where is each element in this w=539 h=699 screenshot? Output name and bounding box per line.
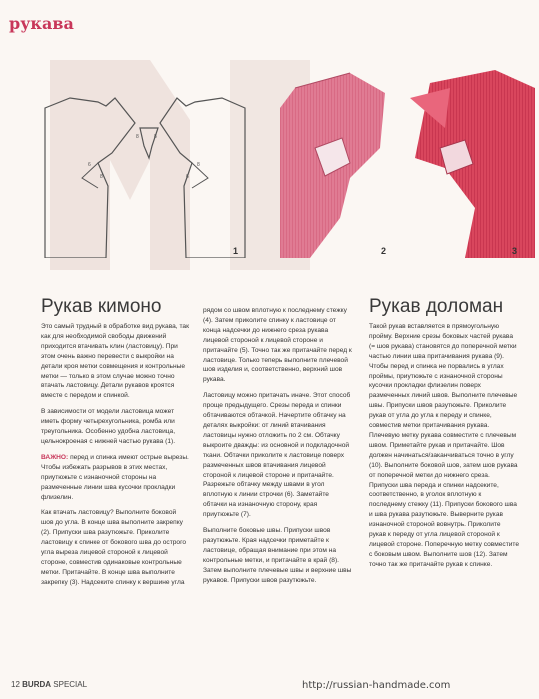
col3-para-1: Такой рукав вставляется в прямоугольную пройму. Верхние срезы боковых частей рукава (= шов рукава) становятся до поперечной метки частью линии шва притачивания рукава (9). Чтобы перед и спинка не порвались в углах проймы, приутюжьте с изнаночной стороны кусочки прокладки флизелин поверх размеченных линий швов. Выполните плечевые швы. Припуски швов разутюжьте. Приколите рукав от угла до угла к переду и спинке, совместив метки притачивания рукава. Плечевую метку рукава совместите с плечевым швом. Приметайте рукав и притачайте. Шов должен начинаться/заканчиваться точно в углу (10). Выполните боковой шов, затем шов рукава от поперечной метки до нижнего среза. Припуски шва переда и спинки надсеките, соответственно, в уголок вплотную к последнему стежку (11). Припуски бокового шва и шва рукава разутюжьте. Выверните рукав изнаночной стороной вовнутрь. Приколите рукав к переду от угла лицевой стороной к лицевой стороне. Поперечную метку совместите с боковым швом. Выполните шов (12). Затем точно так же притачайте рукав к спинке.	[369, 323, 520, 568]
section-title: рукава	[9, 14, 74, 33]
column-2	[203, 306, 353, 591]
column-1	[41, 322, 189, 594]
figure-2-photo	[280, 68, 390, 258]
svg-text:6: 6	[186, 174, 189, 180]
figure-3-photo	[405, 68, 535, 258]
col2-para-1: рядом со швом вплотную к последнему стежку (4). Затем приколите спинку к ластовице от конца надсечки до нижнего среза рукава лицевой стороной к лицевой стороне и притачайте (5). Точно так же притачайте перед к ластовице. Только теперь выполните плечевой шов изделия и, соответственно, верхний шов рукава.	[203, 307, 352, 384]
col1-para-3: Как втачать ластовицу? Выполните боковой шов до угла. В конце шва выполните закрепку (2). Припуски шва разутюжьте. Приколите ластовицу к спинке от бокового шва до острого угла выреза лицевой стороной к лицевой стороне, совместив одинаковые контрольные метки. Притачайте. В конце шва выполните закрепку (3). Надсеките спинку к вершине угла	[41, 509, 186, 586]
column-3	[369, 322, 519, 576]
page-footer	[11, 680, 87, 689]
figure-1-diagram	[40, 68, 250, 258]
heading-kimono: Рукав кимоно	[41, 296, 162, 317]
figure-1-number: 1	[233, 246, 239, 256]
heading-dolman: Рукав доломан	[369, 296, 504, 317]
svg-text:8: 8	[136, 134, 139, 140]
svg-text:6: 6	[88, 162, 91, 168]
col1-para-1: Это самый трудный в обработке вид рукава, так как для необходимой свободы движений приходится втачивать клин (ластовицу). При этом очень важно перевести с выкройки на детали кроя метки совмещения и контрольные метки — только в этом случае можно точно втачать ластовицу. Детали рукавов кроятся вместе с передом и спинкой.	[41, 323, 189, 400]
figure-2-number: 2	[381, 246, 387, 256]
col1-para-2: В зависимости от модели ластовица может иметь форму четырехугольника, ромба или треугольника. Особенно удобна ластовица, цельнокроеная с нижней частью рукава (1).	[41, 408, 176, 445]
svg-text:8: 8	[100, 174, 103, 180]
page-number: 12	[11, 680, 20, 689]
svg-text:8: 8	[154, 134, 157, 140]
magazine-brand: BURDA	[22, 680, 52, 689]
col2-para-3: Выполните боковые швы. Припуски швов разутюжьте. Края надсечки приметайте к ластовице, обращая внимание при этом на контрольные метки, и притачайте в край (8). Затем выполните плечевые швы и верхние швы рукавов. Припуски швов разутюжьте.	[203, 527, 352, 584]
svg-text:8: 8	[197, 162, 200, 168]
warning-text: перед и спинка имеют острые вырезы. Чтобы избежать разрывов в этих местах, приутюжьте с изнаночной стороны на размеченные линии шва кусочки прокладки флизелин.	[41, 453, 189, 501]
figure-3-number: 3	[512, 246, 518, 256]
source-url: http://russian-handmade.com	[302, 680, 451, 691]
warning-label: ВАЖНО:	[41, 453, 69, 461]
col2-para-2: Ластовицу можно притачать иначе. Этот способ проще предыдущего. Срезы переда и спинки обтачиваются обтачкой. Начертите обтачку на деталях выкройки: от линий втачивания ластовицы нужно отложить по 2 см. Обтачку выкроите дважды: из основной и подкладочной ткани. Обтачки приколите к ластовице поверх размеченных швов втачивания лицевой стороной к лицевой стороне и притачайте. Разрежьте обтачку между швами в угол вплотную к линии строчки (6). Заметайте обтачки на изнаночную сторону, края приутюжьте (7).	[203, 392, 351, 519]
col1-warning	[41, 453, 189, 503]
magazine-edition: SPECIAL	[53, 680, 88, 689]
